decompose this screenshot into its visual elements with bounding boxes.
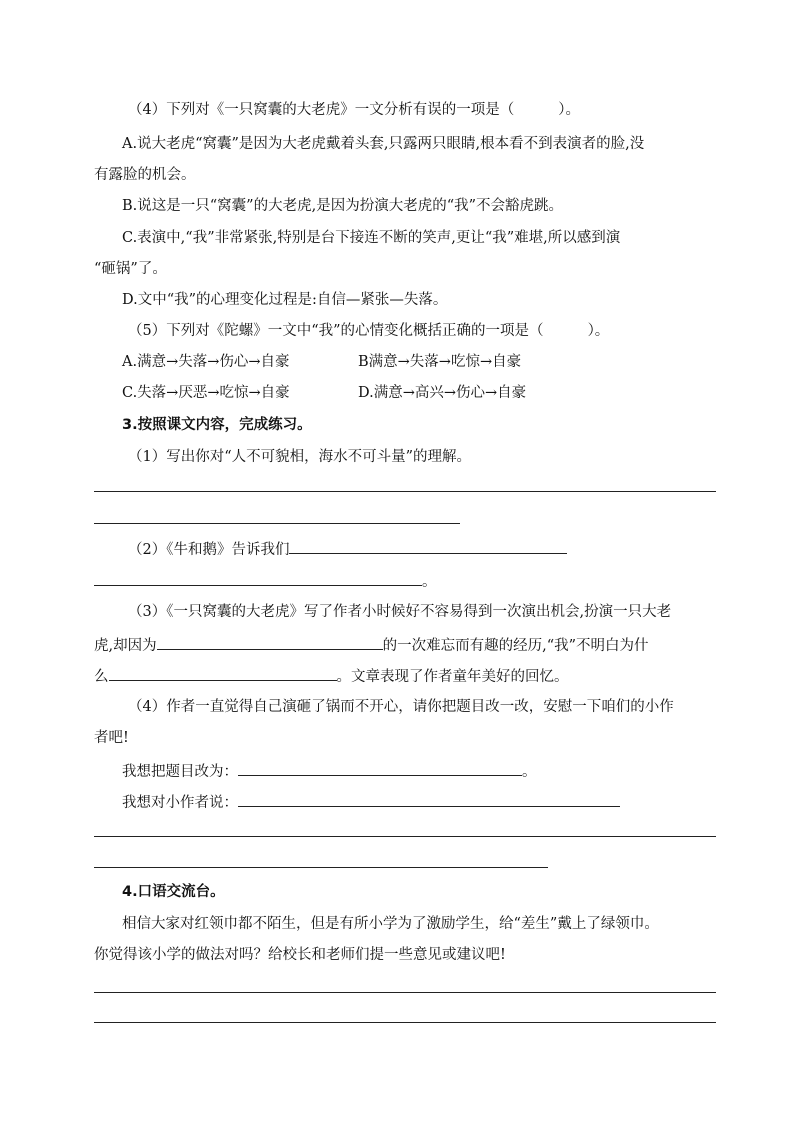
q5-option-d: D.满意→高兴→伤心→自豪 <box>358 385 527 401</box>
s3-q2-text: （2）《牛和鹅》告诉我们 <box>128 542 290 558</box>
s3-question-4-line1: （4）作者一直觉得自己演砸了锅而不开心，请你把题目改一改，安慰一下咱们的小作 <box>128 699 674 715</box>
answer-line[interactable] <box>94 491 716 492</box>
s3-q3-text-c: 的一次难忘而有趣的经历,“我”不明白为什 <box>382 638 649 654</box>
s3-q2-end: 。 <box>422 574 437 590</box>
answer-line[interactable] <box>94 523 460 524</box>
q4-option-b: B.说这是一只“窝囊”的大老虎,是因为扮演大老虎的“我”不会豁虎跳。 <box>122 198 564 214</box>
say-row <box>122 791 620 813</box>
s3-question-3-line2 <box>94 634 649 656</box>
answer-line[interactable] <box>94 867 548 868</box>
q4-option-d: D.文中“我”的心理变化过程是:自信—紧张—失落。 <box>122 292 448 308</box>
q5-stem <box>128 321 609 341</box>
rename-row <box>122 760 537 782</box>
s3-question-3-line1: （3）《一只窝囊的大老虎》写了作者小时候好不容易得到一次演出机会,扮演一只大老 <box>128 604 672 620</box>
answer-line[interactable] <box>94 1022 716 1023</box>
s4-body-line1: 相信大家对红领巾都不陌生，但是有所小学为了激励学生，给“差生”戴上了绿领巾。 <box>122 916 659 932</box>
q5-stem-end: ）。 <box>587 323 610 339</box>
q5-options-row2 <box>122 383 526 403</box>
s3-q2-blank[interactable] <box>289 538 567 554</box>
s3-question-4-line2: 者吧! <box>94 730 129 746</box>
s3-question-1: （1）写出你对“人不可貌相，海水不可斗量”的理解。 <box>128 449 472 465</box>
s3-q2-blank-2[interactable] <box>94 570 422 586</box>
s4-body-line2: 你觉得该小学的做法对吗？给校长和老师们提一些意见或建议吧! <box>94 947 506 963</box>
answer-line[interactable] <box>94 992 716 993</box>
s3-q3-text-d: 么 <box>94 669 109 685</box>
q4-stem <box>128 100 580 120</box>
s3-q3-blank-2[interactable] <box>109 665 337 681</box>
say-label: 我想对小作者说： <box>122 795 238 811</box>
s3-question-3-line3 <box>94 665 569 687</box>
q4-stem-end: ）。 <box>558 102 580 118</box>
answer-line[interactable] <box>94 836 716 837</box>
q4-stem-title: 《一只窝囊的大老虎》 <box>209 102 355 118</box>
q5-options-row1 <box>122 352 521 372</box>
q5-option-a: A.满意→失落→伤心→自豪 <box>122 354 290 370</box>
q4-option-a-line2: 有露脸的机会。 <box>94 167 196 183</box>
q4-option-c-line1: C.表演中,“我”非常紧张,特别是台下接连不断的笑声,更让“我”难堪,所以感到演 <box>122 230 621 246</box>
q4-option-c-line2: “砸锅”了。 <box>94 261 167 277</box>
q5-option-b: B满意→失落→吃惊→自豪 <box>358 354 522 370</box>
say-blank[interactable] <box>238 791 620 807</box>
rename-label: 我想把题目改为： <box>122 764 238 780</box>
q4-stem-prefix: （4）下列对 <box>128 102 210 118</box>
s3-q3-text-e: 。文章表现了作者童年美好的回忆。 <box>336 669 569 685</box>
section-4-title: 4.口语交流台。 <box>122 884 225 900</box>
q4-option-a-line1: A.说大老虎“窝囊”是因为大老虎戴着头套,只露两只眼睛,根本看不到表演者的脸,没 <box>122 136 645 152</box>
q5-option-c: C.失落→厌恶→吃惊→自豪 <box>122 385 290 401</box>
s3-q2-continuation <box>94 570 437 592</box>
s3-q3-text-b: 虎,却因为 <box>94 638 157 654</box>
q5-stem-text: （5）下列对《陀螺》一文中“我”的心情变化概括正确的一项是（ <box>128 323 544 339</box>
rename-blank[interactable] <box>238 760 522 776</box>
rename-end: 。 <box>522 764 537 780</box>
section-3-title: 3.按照课文内容，完成练习。 <box>122 417 312 433</box>
q4-stem-text: 一文分析有误的一项是（ <box>354 102 515 118</box>
s3-question-2 <box>128 538 567 560</box>
s3-q3-blank-1[interactable] <box>157 634 383 650</box>
